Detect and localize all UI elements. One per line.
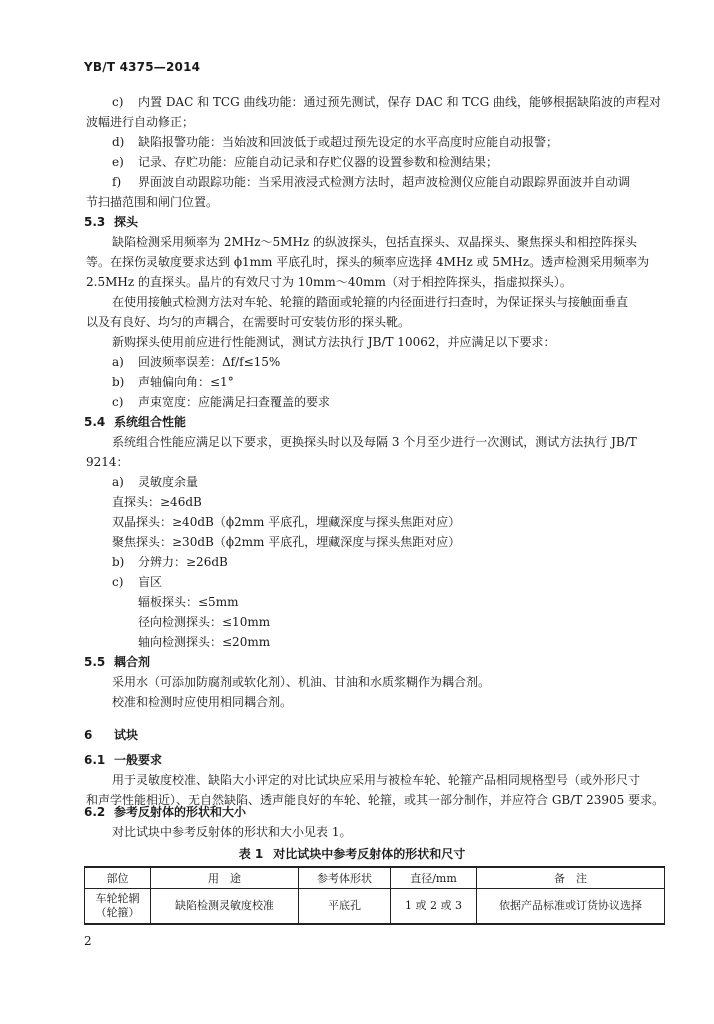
table-label: 表 1: [238, 847, 264, 861]
paragraph-line: 9214：: [86, 455, 129, 469]
page-number: 2: [84, 934, 92, 948]
sub-requirement: 轴向检测探头：≤20mm: [138, 635, 271, 649]
paragraph-line: 2.5MHz 的直探头。晶片的有效尺寸为 10mm～40mm（对于相控阵探头，指虚拟探头）。: [86, 275, 572, 289]
list-item-e: e) 记录、存贮功能：应能自动记录和存贮仪器的设置参数和检测结果；: [112, 155, 499, 169]
list-item: a) 灵敏度余量: [112, 475, 199, 489]
list-item: a) 回波频率误差：Δf/f≤15%: [112, 355, 281, 369]
sub-requirement: 径向检测探头：≤10mm: [138, 615, 271, 629]
list-item-f-cont: 节扫描范围和闸门位置。: [86, 195, 219, 209]
paragraph-line: 系统组合性能应满足以下要求，更换探头时以及每隔 3 个月至少进行一次测试，测试方法执行 JB/T: [112, 435, 637, 449]
list-item: c) 盲区: [112, 575, 163, 589]
table-header-cell: 用 途: [151, 867, 299, 889]
paragraph-line: 新购探头使用前应进行性能测试，测试方法执行 JB/T 10062，并应满足以下要求：: [112, 335, 556, 349]
section-6-2-heading: 6.2 参考反射体的形状和大小: [84, 805, 247, 819]
sub-requirement: 辐板探头：≤5mm: [138, 595, 239, 609]
paragraph-line: 用于灵敏度校准、缺陷大小评定的对比试块应采用与被检车轮、轮箍产品相同规格型号（或外形尺寸: [112, 773, 641, 787]
section-6-heading: 6 试块: [84, 728, 139, 742]
sub-requirement: 直探头：≥46dB: [112, 495, 202, 509]
table-cell-part: 车轮轮辋 （轮箍）: [85, 889, 151, 925]
table-caption: [0, 845, 714, 862]
table-header-cell: 备 注: [477, 867, 665, 889]
paragraph-line: 对比试块中参考反射体的形状和大小见表 1。: [112, 825, 352, 839]
list-item: c) 声束宽度：应能满足扫查覆盖的要求: [112, 395, 331, 409]
paragraph-line: 在使用接触式检测方法对车轮、轮箍的踏面或轮箍的内径面进行扫查时，为保证探头与接触面垂直: [112, 295, 629, 309]
table-cell-remark: 依据产品标准或订货协议选择: [477, 889, 665, 925]
paragraph-line: 和声学性能相近）、无自然缺陷、透声能良好的车轮、轮箍，或其一部分制作，并应符合 GB/T 23905 要求。: [86, 793, 665, 807]
section-5-4-heading: 5.4 系统组合性能: [84, 415, 187, 429]
reference-reflector-table: [84, 866, 665, 925]
table-title: 对比试块中参考反射体的形状和尺寸: [273, 847, 466, 861]
list-item-d: d) 缺陷报警功能：当始波和回波低于或超过预先设定的水平高度时应能自动报警；: [112, 135, 559, 149]
table-cell-shape: 平底孔: [299, 889, 391, 925]
table-header-cell: 直径/mm: [391, 867, 477, 889]
list-item: b) 分辨力：≥26dB: [112, 555, 228, 569]
section-5-5-heading: 5.5 耦合剂: [84, 655, 151, 669]
list-item-c: c) 内置 DAC 和 TCG 曲线功能：通过预先测试，保存 DAC 和 TCG 曲线，能够根据缺陷波的声程对: [112, 95, 661, 109]
table-header-cell: 部位: [85, 867, 151, 889]
section-5-3-heading: 5.3 探头: [84, 215, 139, 229]
paragraph-line: 以及有良好、均匀的声耦合，在需要时可安装仿形的探头靴。: [86, 315, 411, 329]
paragraph-line: 校准和检测时应使用相同耦合剂。: [112, 695, 293, 709]
sub-requirement: 聚焦探头：≥30dB（ϕ2mm 平底孔，埋藏深度与探头焦距对应）: [112, 535, 461, 549]
standard-number-header: YB/T 4375—2014: [84, 60, 201, 74]
table-cell-diameter: 1 或 2 或 3: [391, 889, 477, 925]
table-cell-use: 缺陷检测灵敏度校准: [151, 889, 299, 925]
paragraph-line: 采用水（可添加防腐剂或软化剂）、机油、甘油和水质浆糊作为耦合剂。: [112, 675, 491, 689]
table-header-cell: 参考体形状: [299, 867, 391, 889]
paragraph-line: 等。在探伤灵敏度要求达到 ϕ1mm 平底孔时，探头的频率应选择 4MHz 或 5MHz。透声检测采用频率为: [86, 255, 650, 269]
sub-requirement: 双晶探头：≥40dB（ϕ2mm 平底孔，埋藏深度与探头焦距对应）: [112, 515, 461, 529]
section-6-1-heading: 6.1 一般要求: [84, 753, 163, 767]
list-item: b) 声轴偏向角：≤1°: [112, 375, 234, 389]
table-row: [85, 889, 665, 925]
list-item-f: f) 界面波自动跟踪功能：当采用液浸式检测方法时，超声波检测仪应能自动跟踪界面波并自动调: [112, 175, 631, 189]
paragraph-line: 缺陷检测采用频率为 2MHz～5MHz 的纵波探头，包括直探头、双晶探头、聚焦探头和相控阵探头: [112, 235, 638, 249]
list-item-c-cont: 波幅进行自动修正；: [86, 115, 195, 129]
table-header-row: [85, 867, 665, 889]
